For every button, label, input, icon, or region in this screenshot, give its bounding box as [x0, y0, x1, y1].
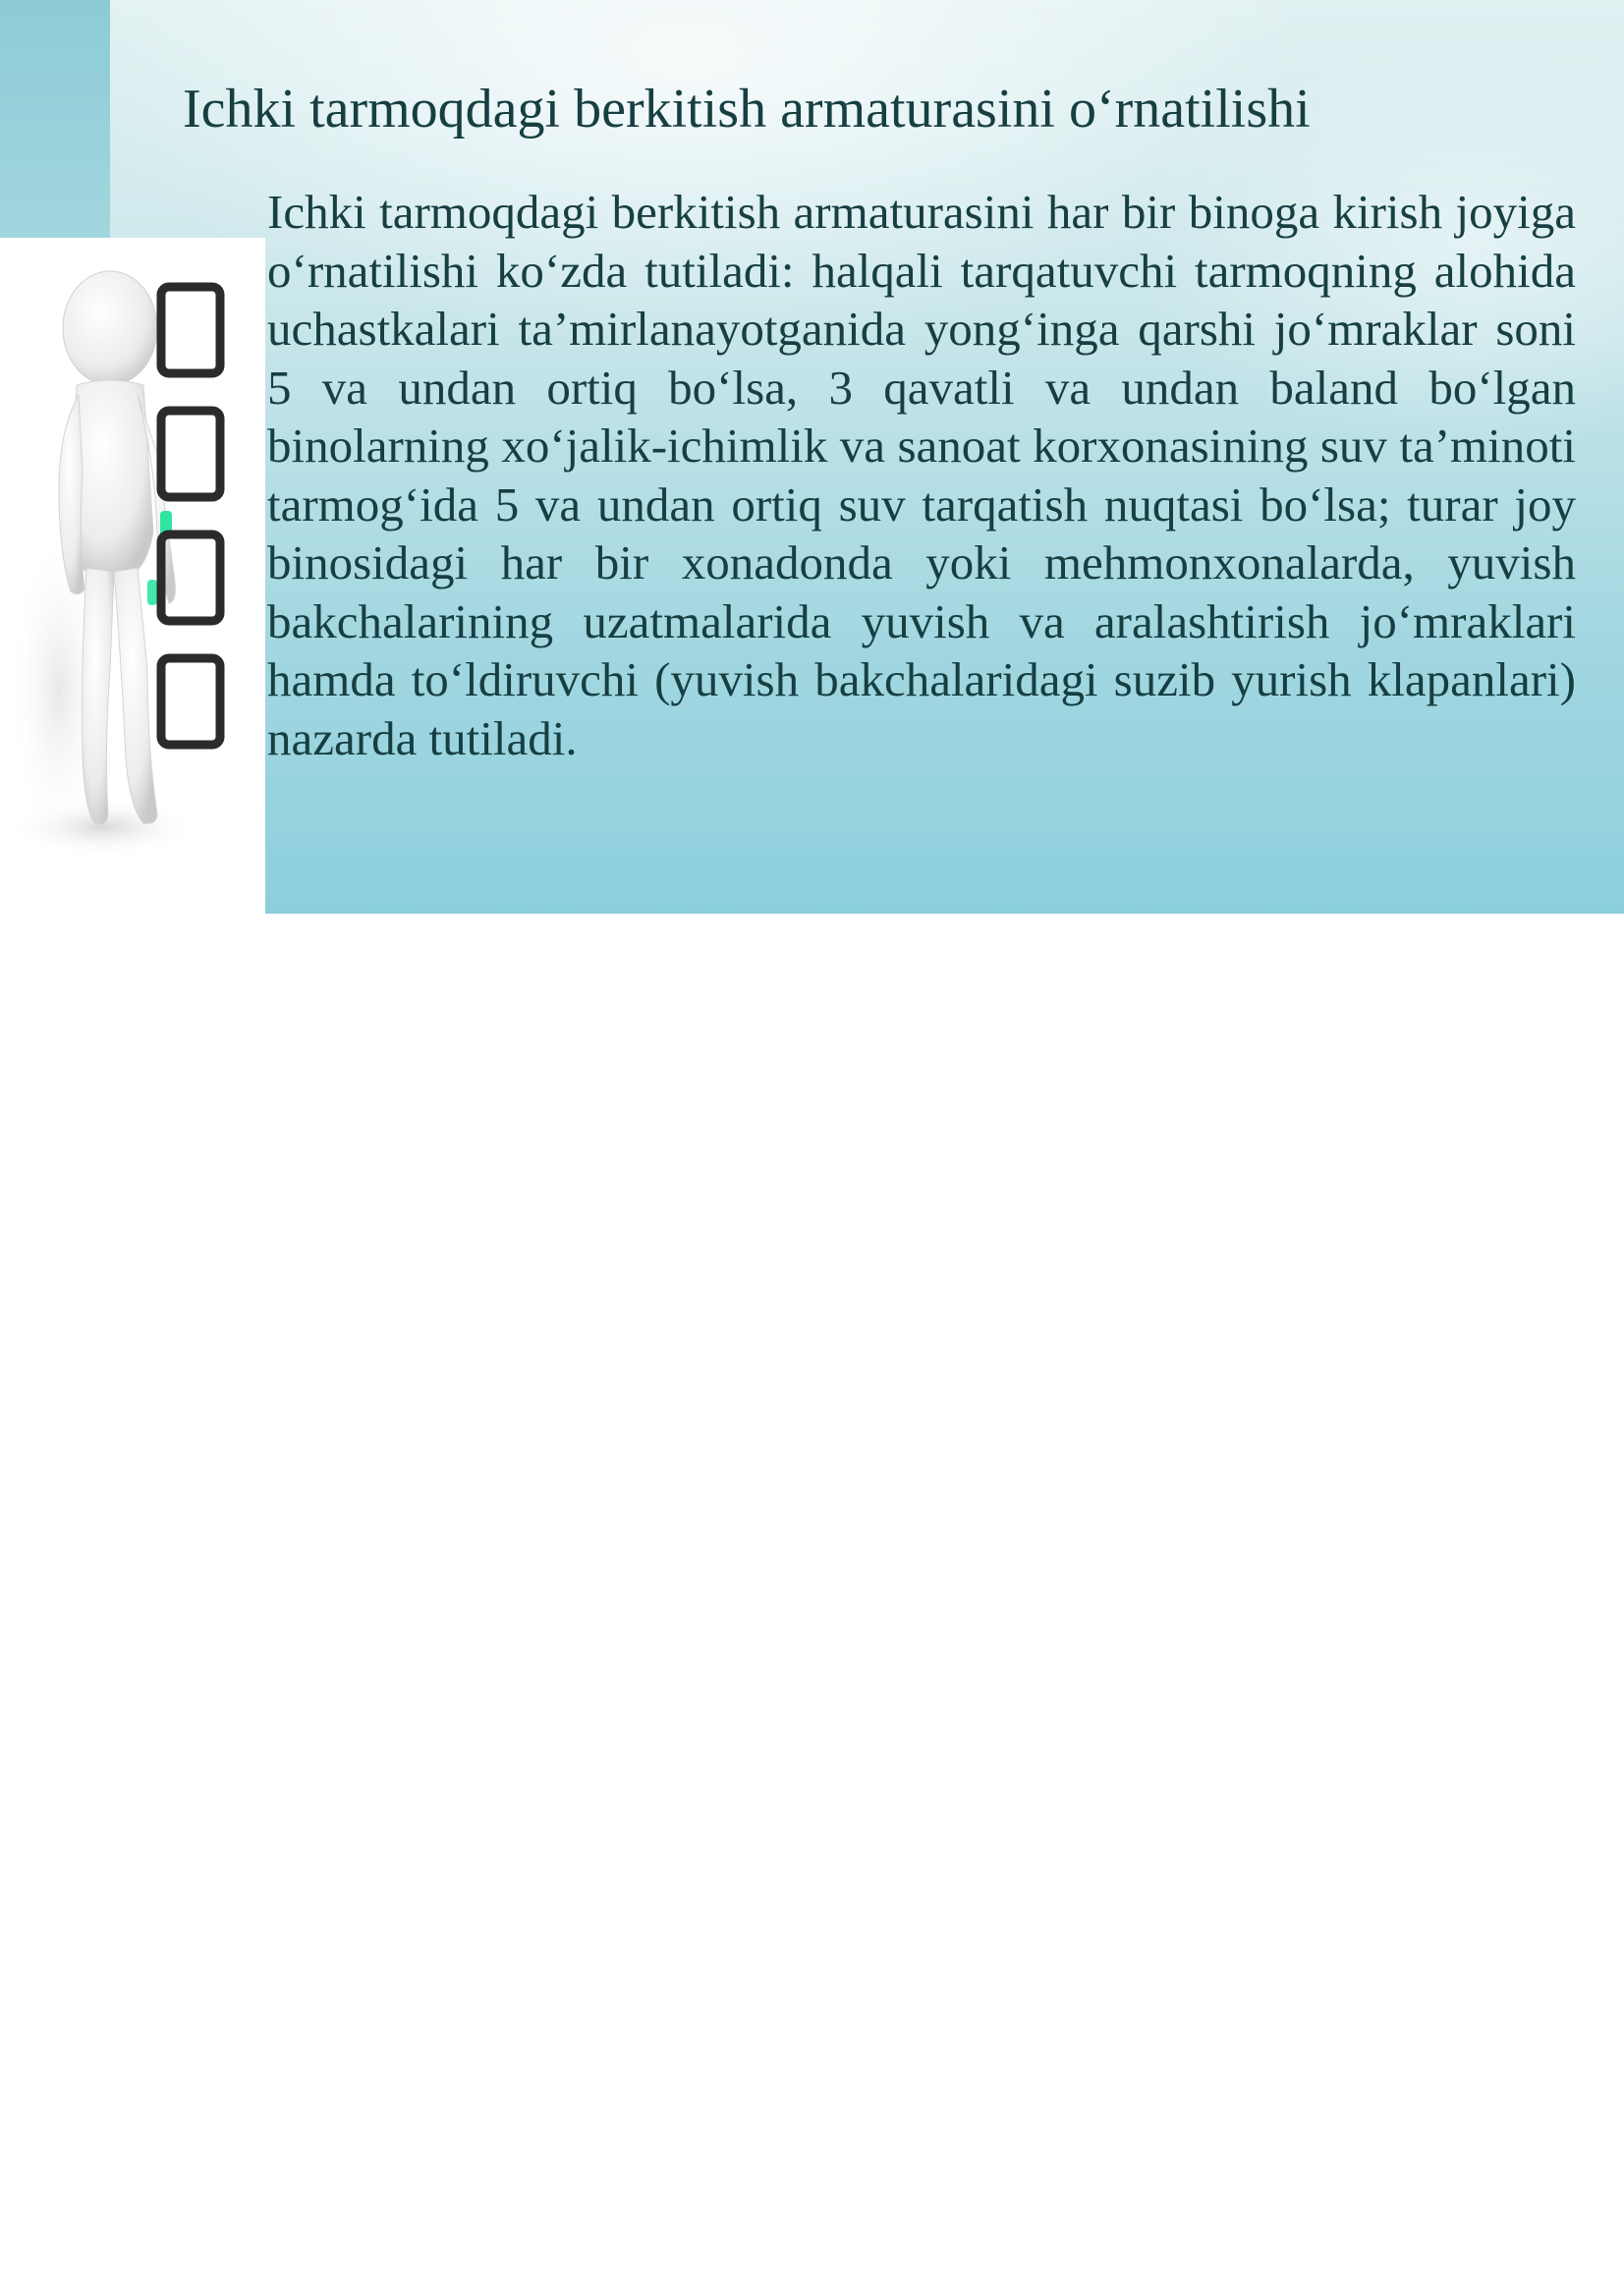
checkbox-icon	[161, 658, 220, 745]
slide-body-text: Ichki tarmoqdagi berkitish armaturasini har bir binoga kirish joyiga o‘rnatilishi ko‘zda tutiladi: halqali tarqatuvchi tarmoqning alohida uchastkalari ta’mirlanayotganida yong‘inga qarshi jo‘mraklar soni 5 va undan ortiq bo‘lsa, 3 qavatli va undan baland bo‘lgan binolarning xo‘jalik-ichimlik va sanoat korxonasining suv ta’minoti tarmog‘ida 5 va undan ortiq suv tarqatish nuqtasi bo‘lsa; turar joy binosidagi har bir xonadonda yoki mehmonxonalarda, yuvish bakchalarining uzatmalarida yuvish va aralashtirish jo‘mraklari hamda to‘ldiruvchi (yuvish bakchalaridagi suzib yurish klapanlari) nazarda tutiladi.	[267, 185, 1576, 765]
figure-head	[63, 271, 157, 385]
stick-figure-checklist-icon	[0, 238, 265, 914]
checkbox-icon	[161, 411, 220, 497]
figure-leg-left	[83, 568, 115, 824]
checkbox-icon	[161, 287, 220, 373]
slide-left-accent-bar	[0, 0, 110, 238]
figure-leg-right	[114, 568, 157, 823]
slide-title: Ichki tarmoqdagi berkitish armaturasini o‘rnatilishi	[183, 79, 1311, 140]
illustration-panel	[0, 238, 265, 914]
slide	[0, 0, 1624, 914]
